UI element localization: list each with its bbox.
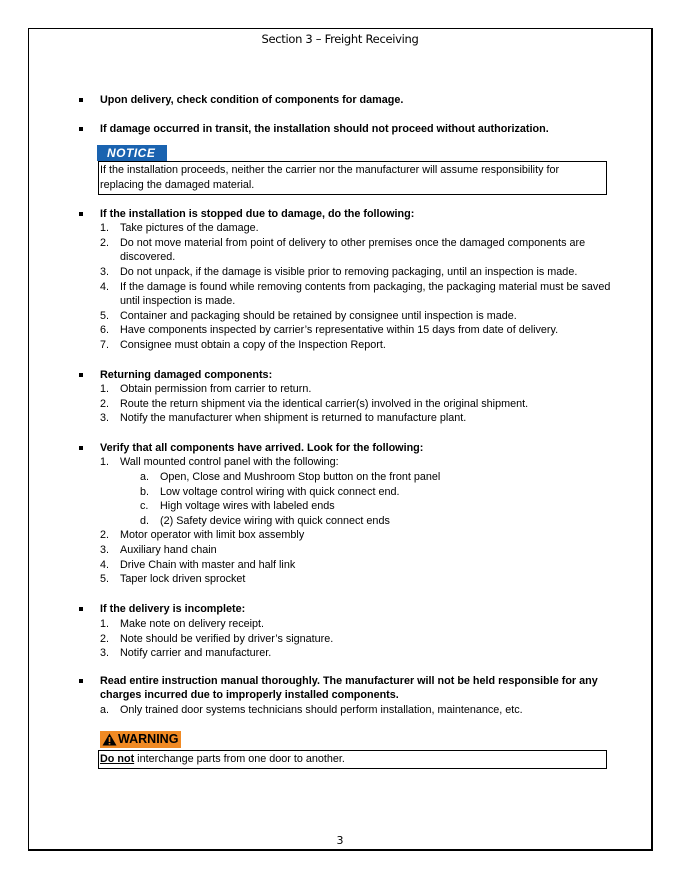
list-item: 2. Motor operator with limit box assembly bbox=[100, 529, 305, 542]
bullet-text: Upon delivery, check condition of components for damage. bbox=[100, 94, 404, 106]
warning-label: WARNING bbox=[118, 731, 179, 746]
list-item: 1. Take pictures of the damage. bbox=[100, 222, 259, 235]
page-number: 3 bbox=[336, 834, 344, 847]
warning-box bbox=[98, 750, 607, 769]
sub-list-item: a. Open, Close and Mushroom Stop button on the front panel bbox=[140, 471, 441, 484]
section-heading: Read entire instruction manual thoroughly. The manufacturer will not be held responsible for any charges incurred due to improperly installed components. bbox=[100, 674, 598, 702]
manual-sublist bbox=[78, 703, 618, 718]
list-item: 3. Notify the manufacturer when shipment is returned to manufacture plant. bbox=[100, 412, 467, 425]
stopped-steps-list bbox=[78, 221, 618, 352]
square-bullet-icon bbox=[79, 679, 83, 683]
square-bullet-icon bbox=[79, 127, 83, 131]
list-item: 6. Have components inspected by carrier’s representative within 15 days from date of delivery. bbox=[100, 324, 559, 337]
page-header-title: Section 3 – Freight Receiving bbox=[261, 32, 419, 46]
section-heading: If the delivery is incomplete: bbox=[100, 603, 246, 616]
warning-badge bbox=[100, 731, 181, 748]
bullet-incomplete bbox=[78, 602, 618, 617]
section-heading: Verify that all components have arrived. Look for the following: bbox=[100, 441, 424, 454]
notice-text: If the installation proceeds, neither the carrier nor the manufacturer will assume responsibility for replacing the damaged material. bbox=[100, 164, 560, 191]
returning-steps-list bbox=[78, 382, 618, 426]
bullet-check-condition bbox=[78, 93, 618, 108]
bullet-verify bbox=[78, 441, 618, 456]
verify-list-continued bbox=[78, 528, 618, 586]
square-bullet-icon bbox=[79, 212, 83, 216]
list-item: 5. Container and packaging should be retained by consignee until inspection is made. bbox=[100, 309, 517, 322]
list-item: 7. Consignee must obtain a copy of the Inspection Report. bbox=[100, 338, 386, 351]
notice-badge bbox=[98, 146, 166, 160]
list-item: 4. Drive Chain with master and half link bbox=[100, 558, 296, 571]
list-item: 4. If the damage is found while removing contents from packaging, the packaging material must be saved until inspection is made. bbox=[100, 280, 611, 308]
section-heading: If the installation is stopped due to damage, do the following: bbox=[100, 207, 415, 220]
warning-emphasis: Do not bbox=[100, 753, 135, 766]
list-item: 1. Wall mounted control panel with the following: bbox=[100, 456, 339, 469]
list-item: 2. Do not move material from point of delivery to other premises once the damaged components are discovered. bbox=[100, 236, 586, 264]
list-item: 2. Note should be verified by driver’s signature. bbox=[100, 632, 334, 645]
bullet-read-manual bbox=[78, 674, 618, 703]
sub-list-item: b. Low voltage control wiring with quick connect end. bbox=[140, 485, 400, 498]
list-item: 3. Do not unpack, if the damage is visible prior to removing packaging, until an inspection is made. bbox=[100, 265, 578, 278]
sub-list-item: d. (2) Safety device wiring with quick connect ends bbox=[140, 514, 390, 527]
incomplete-steps-list bbox=[78, 617, 618, 661]
document-body bbox=[78, 93, 618, 769]
section-heading: Returning damaged components: bbox=[100, 368, 273, 381]
bullet-returning bbox=[78, 368, 618, 383]
square-bullet-icon bbox=[79, 98, 83, 102]
list-item: 3. Auxiliary hand chain bbox=[100, 544, 217, 557]
verify-list bbox=[78, 455, 618, 470]
list-item: a. Only trained door systems technicians should perform installation, maintenance, etc. bbox=[100, 703, 523, 716]
square-bullet-icon bbox=[79, 373, 83, 377]
sub-list-item: c. High voltage wires with labeled ends bbox=[140, 500, 335, 513]
warning-triangle-icon bbox=[102, 733, 117, 746]
bullet-text: If damage occurred in transit, the installation should not proceed without authorization. bbox=[100, 123, 549, 136]
notice-label: NOTICE bbox=[107, 145, 156, 160]
square-bullet-icon bbox=[79, 607, 83, 611]
notice-box bbox=[98, 161, 607, 194]
bullet-installation-stopped bbox=[78, 207, 618, 222]
list-item: 3. Notify carrier and manufacturer. bbox=[100, 647, 272, 660]
warning-text: interchange parts from one door to another. bbox=[134, 753, 345, 766]
control-panel-sublist bbox=[78, 470, 618, 528]
square-bullet-icon bbox=[79, 446, 83, 450]
list-item: 2. Route the return shipment via the identical carrier(s) involved in the original shipment. bbox=[100, 397, 529, 410]
bullet-damage-transit bbox=[78, 122, 618, 137]
list-item: 5. Taper lock driven sprocket bbox=[100, 573, 246, 586]
list-item: 1. Make note on delivery receipt. bbox=[100, 618, 265, 630]
list-item: 1. Obtain permission from carrier to return. bbox=[100, 383, 312, 396]
